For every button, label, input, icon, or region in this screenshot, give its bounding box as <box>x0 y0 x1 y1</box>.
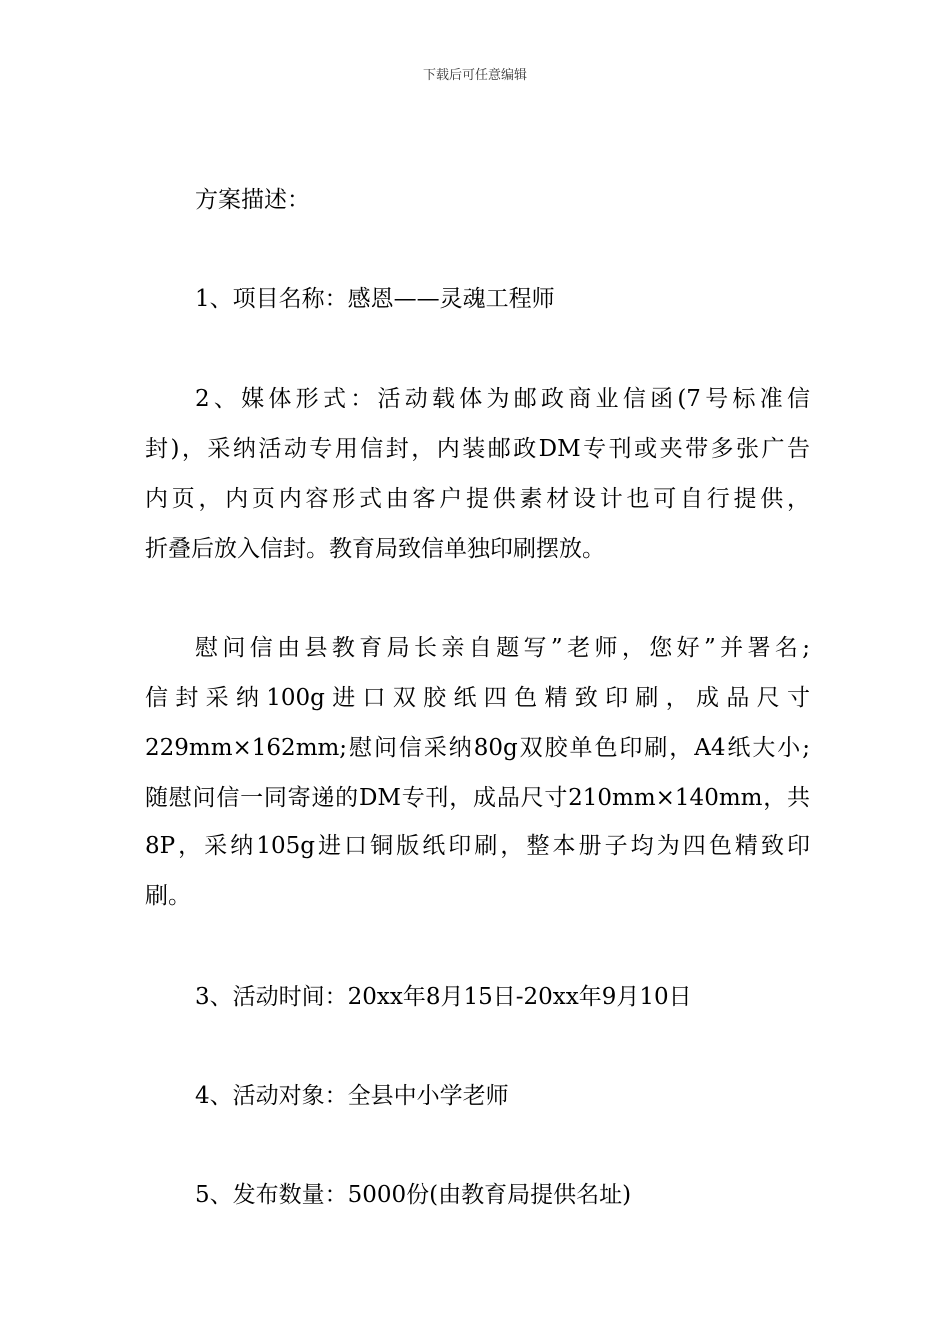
paragraph-line: 封)，采纳活动专用信封，内装邮政DM专刊或夹带多张广告 <box>145 436 810 462</box>
item-release-quantity: 5、发布数量：5000份(由教育局提供名址) <box>195 1182 632 1208</box>
paragraph-line: 229mm×162mm;慰问信采纳80g双胶单色印刷，A4纸大小; <box>145 735 810 761</box>
paragraph-line: 随慰问信一同寄递的DM专刊，成品尺寸210mm×140mm，共 <box>145 785 810 811</box>
paragraph-line: 8P，采纳105g进口铜版纸印刷，整本册子均为四色精致印 <box>145 833 810 859</box>
item-project-name: 1、项目名称：感恩——灵魂工程师 <box>195 286 555 312</box>
paragraph-line: 折叠后放入信封。教育局致信单独印刷摆放。 <box>145 536 605 562</box>
item-activity-time: 3、活动时间：20xx年8月15日-20xx年9月10日 <box>195 984 692 1010</box>
paragraph-line: 内页，内页内容形式由客户提供素材设计也可自行提供， <box>145 486 810 512</box>
section-title: 方案描述： <box>195 187 310 213</box>
paragraph-line: 刷。 <box>145 883 191 909</box>
paragraph-line: 信封采纳100g进口双胶纸四色精致印刷，成品尺寸 <box>145 685 810 711</box>
item-activity-target: 4、活动对象：全县中小学老师 <box>195 1083 509 1109</box>
page-header: 下载后可任意编辑 <box>422 68 527 83</box>
paragraph-line: 2、媒体形式：活动载体为邮政商业信函(7号标准信 <box>195 386 810 412</box>
paragraph-line: 慰问信由县教育局长亲自题写”老师，您好”并署名; <box>195 635 811 661</box>
